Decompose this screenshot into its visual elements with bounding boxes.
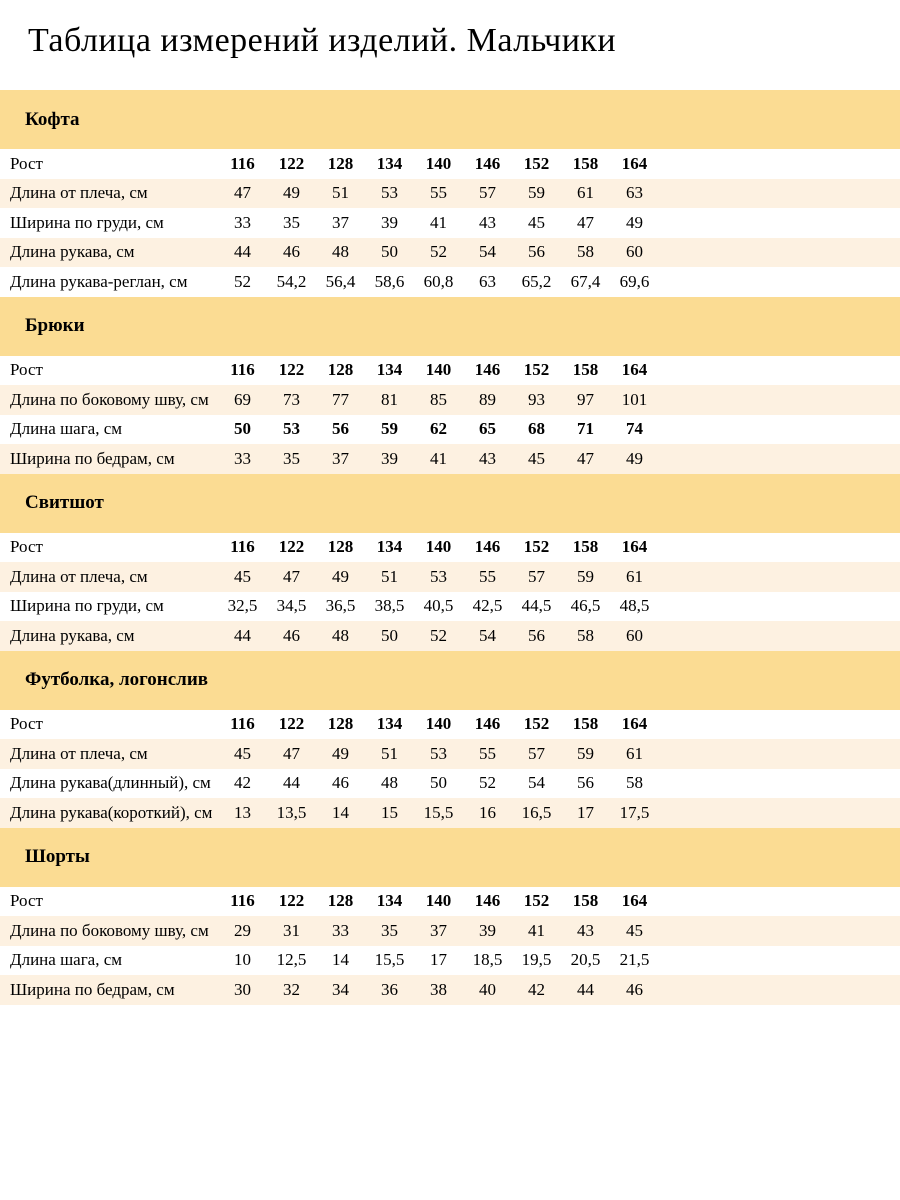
measurement-value: 54,2	[276, 271, 307, 291]
measurement-value: 52	[479, 773, 496, 793]
measurement-value: 34,5	[276, 596, 307, 616]
measurement-value: 46	[626, 979, 643, 999]
measurement-value: 56	[577, 773, 594, 793]
measurement-value: 60,8	[423, 271, 454, 291]
measurement-value: 15,5	[374, 950, 405, 970]
measurement-value: 73	[283, 389, 300, 409]
page-title: Таблица измерений изделий. Мальчики	[28, 22, 617, 59]
sizes-header-row	[0, 710, 900, 740]
measurement-value: 51	[381, 743, 398, 763]
measurement-value: 58	[577, 242, 594, 262]
section-title: Шорты	[25, 846, 90, 867]
measurement-value: 44	[283, 773, 300, 793]
size-header-value: 116	[230, 891, 255, 911]
measurement-value: 17	[430, 950, 447, 970]
measurement-value: 45	[234, 743, 251, 763]
measurement-value: 67,4	[570, 271, 601, 291]
row-label: Ширина по груди, см	[10, 212, 164, 232]
table-row	[0, 621, 900, 651]
measurement-value: 63	[479, 271, 496, 291]
measurement-value: 44,5	[521, 596, 552, 616]
measurement-value: 13,5	[276, 802, 307, 822]
measurement-value: 101	[621, 389, 648, 409]
table-row	[0, 238, 900, 268]
size-header-value: 164	[621, 360, 648, 380]
size-header-value: 122	[278, 714, 305, 734]
size-header-value: 164	[621, 714, 648, 734]
size-header-value: 116	[230, 714, 255, 734]
measurement-value: 39	[479, 920, 496, 940]
size-header-value: 116	[230, 153, 255, 173]
measurement-value: 61	[626, 743, 643, 763]
measurement-value: 57	[479, 183, 496, 203]
measurement-value: 36,5	[325, 596, 356, 616]
table-row	[0, 179, 900, 209]
measurement-value: 59	[381, 419, 398, 439]
row-label: Длина шага, см	[10, 950, 123, 970]
row-label: Ширина по бедрам, см	[10, 979, 175, 999]
size-header-value: 122	[278, 360, 305, 380]
measurement-value: 18,5	[472, 950, 503, 970]
measurement-value: 48	[332, 242, 349, 262]
measurement-value: 65,2	[521, 271, 552, 291]
measurement-value: 35	[283, 212, 300, 232]
measurement-value: 46,5	[570, 596, 601, 616]
row-label: Рост	[10, 153, 43, 173]
measurement-value: 37	[332, 212, 349, 232]
measurement-value: 39	[381, 212, 398, 232]
size-header-value: 128	[327, 537, 354, 557]
measurement-value: 46	[332, 773, 349, 793]
measurement-value: 58,6	[374, 271, 405, 291]
measurement-value: 21,5	[619, 950, 650, 970]
measurement-value: 97	[577, 389, 594, 409]
size-header-value: 158	[572, 537, 599, 557]
measurement-value: 41	[528, 920, 545, 940]
measurement-value: 56	[332, 419, 349, 439]
measurement-value: 49	[626, 212, 643, 232]
measurement-value: 47	[283, 743, 300, 763]
measurement-value: 85	[430, 389, 447, 409]
measurement-value: 33	[234, 212, 251, 232]
measurement-value: 50	[381, 242, 398, 262]
row-label: Рост	[10, 714, 43, 734]
size-header-value: 164	[621, 891, 648, 911]
size-header-value: 164	[621, 153, 648, 173]
measurement-value: 49	[332, 566, 349, 586]
sizes-header-row	[0, 149, 900, 179]
measurement-value: 32,5	[227, 596, 258, 616]
size-header-value: 134	[376, 153, 403, 173]
measurement-value: 81	[381, 389, 398, 409]
size-header-value: 164	[621, 537, 648, 557]
measurement-value: 40,5	[423, 596, 454, 616]
section-header	[0, 828, 900, 887]
measurement-value: 46	[283, 625, 300, 645]
measurement-value: 51	[381, 566, 398, 586]
measurement-value: 45	[626, 920, 643, 940]
measurement-value: 13	[234, 802, 251, 822]
size-header-value: 146	[474, 714, 501, 734]
measurement-value: 40	[479, 979, 496, 999]
measurement-value: 48	[381, 773, 398, 793]
measurement-value: 43	[479, 212, 496, 232]
row-label: Длина от плеча, см	[10, 566, 148, 586]
row-label: Длина рукава, см	[10, 242, 135, 262]
measurement-value: 89	[479, 389, 496, 409]
size-header-value: 134	[376, 360, 403, 380]
measurement-value: 53	[381, 183, 398, 203]
measurement-value: 50	[430, 773, 447, 793]
measurement-value: 65	[479, 419, 496, 439]
section-title: Брюки	[25, 315, 85, 336]
section-header	[0, 474, 900, 533]
measurement-value: 33	[332, 920, 349, 940]
sizes-header-row	[0, 533, 900, 563]
measurement-value: 45	[234, 566, 251, 586]
measurement-value: 47	[577, 448, 594, 468]
measurement-value: 29	[234, 920, 251, 940]
size-header-value: 116	[230, 360, 255, 380]
row-label: Длина рукава(длинный), см	[10, 773, 211, 793]
table-row	[0, 267, 900, 297]
size-header-value: 134	[376, 537, 403, 557]
measurement-value: 33	[234, 448, 251, 468]
table-row	[0, 385, 900, 415]
measurement-value: 55	[479, 743, 496, 763]
sizes-header-row	[0, 887, 900, 917]
table-row	[0, 562, 900, 592]
size-header-value: 152	[523, 714, 550, 734]
measurement-value: 43	[577, 920, 594, 940]
measurement-value: 15,5	[423, 802, 454, 822]
row-label: Ширина по бедрам, см	[10, 448, 175, 468]
measurement-value: 55	[430, 183, 447, 203]
size-header-value: 116	[230, 537, 255, 557]
measurement-value: 77	[332, 389, 349, 409]
measurement-value: 54	[528, 773, 545, 793]
measurement-value: 59	[577, 566, 594, 586]
section-title: Футболка, логонслив	[25, 669, 209, 690]
measurement-value: 19,5	[521, 950, 552, 970]
measurement-value: 50	[381, 625, 398, 645]
size-header-value: 158	[572, 891, 599, 911]
measurement-value: 57	[528, 566, 545, 586]
measurement-value: 60	[626, 625, 643, 645]
size-header-value: 140	[425, 891, 452, 911]
size-header-value: 146	[474, 153, 501, 173]
measurement-value: 57	[528, 743, 545, 763]
row-label: Длина по боковому шву, см	[10, 920, 209, 940]
measurement-value: 14	[332, 802, 349, 822]
size-header-value: 158	[572, 360, 599, 380]
measurement-value: 16	[479, 802, 496, 822]
size-header-value: 140	[425, 153, 452, 173]
row-label: Рост	[10, 360, 43, 380]
measurement-value: 46	[283, 242, 300, 262]
measurement-value: 49	[332, 743, 349, 763]
table-row	[0, 916, 900, 946]
measurement-value: 31	[283, 920, 300, 940]
measurement-value: 53	[430, 566, 447, 586]
table-row	[0, 798, 900, 828]
table-row	[0, 946, 900, 976]
measurement-value: 35	[381, 920, 398, 940]
table-row	[0, 739, 900, 769]
table-row	[0, 444, 900, 474]
size-header-value: 122	[278, 537, 305, 557]
size-header-value: 152	[523, 360, 550, 380]
measurement-value: 14	[332, 950, 349, 970]
measurement-value: 15	[381, 802, 398, 822]
size-header-value: 134	[376, 714, 403, 734]
measurement-value: 56	[528, 625, 545, 645]
size-header-value: 158	[572, 153, 599, 173]
measurement-value: 59	[528, 183, 545, 203]
size-header-value: 140	[425, 714, 452, 734]
measurement-value: 30	[234, 979, 251, 999]
measurement-value: 35	[283, 448, 300, 468]
measurement-value: 69,6	[619, 271, 650, 291]
measurement-value: 58	[626, 773, 643, 793]
size-header-value: 134	[376, 891, 403, 911]
measurement-value: 51	[332, 183, 349, 203]
measurement-value: 32	[283, 979, 300, 999]
measurement-value: 37	[332, 448, 349, 468]
measurement-value: 41	[430, 212, 447, 232]
measurement-value: 62	[430, 419, 447, 439]
section-title: Свитшот	[25, 492, 104, 513]
measurement-value: 60	[626, 242, 643, 262]
measurement-value: 36	[381, 979, 398, 999]
size-header-value: 146	[474, 891, 501, 911]
measurement-value: 52	[430, 625, 447, 645]
size-header-value: 128	[327, 714, 354, 734]
measurement-value: 16,5	[521, 802, 552, 822]
measurement-value: 48,5	[619, 596, 650, 616]
section-header	[0, 90, 900, 149]
measurement-value: 49	[626, 448, 643, 468]
section-header	[0, 651, 900, 710]
measurement-value: 41	[430, 448, 447, 468]
measurement-value: 17	[577, 802, 594, 822]
size-header-value: 158	[572, 714, 599, 734]
size-header-value: 128	[327, 153, 354, 173]
measurement-value: 42	[234, 773, 251, 793]
row-label: Длина по боковому шву, см	[10, 389, 209, 409]
measurement-value: 59	[577, 743, 594, 763]
measurement-value: 50	[234, 419, 251, 439]
table-row	[0, 975, 900, 1005]
measurement-value: 20,5	[570, 950, 601, 970]
measurement-value: 68	[528, 419, 545, 439]
measurement-value: 42	[528, 979, 545, 999]
measurement-value: 53	[283, 419, 300, 439]
size-header-value: 152	[523, 891, 550, 911]
measurement-value: 49	[283, 183, 300, 203]
measurement-value: 53	[430, 743, 447, 763]
measurement-value: 34	[332, 979, 349, 999]
size-header-value: 152	[523, 153, 550, 173]
measurement-value: 54	[479, 242, 496, 262]
row-label: Длина от плеча, см	[10, 743, 148, 763]
section-header	[0, 297, 900, 356]
measurement-value: 61	[626, 566, 643, 586]
measurement-value: 56,4	[325, 271, 356, 291]
measurement-value: 44	[577, 979, 594, 999]
measurement-value: 61	[577, 183, 594, 203]
measurement-value: 44	[234, 625, 251, 645]
size-header-value: 146	[474, 360, 501, 380]
size-header-value: 122	[278, 891, 305, 911]
row-label: Ширина по груди, см	[10, 596, 164, 616]
table-row	[0, 415, 900, 445]
measurement-value: 93	[528, 389, 545, 409]
measurement-value: 43	[479, 448, 496, 468]
measurement-value: 37	[430, 920, 447, 940]
measurement-value: 38,5	[374, 596, 405, 616]
table-row	[0, 592, 900, 622]
size-header-value: 140	[425, 537, 452, 557]
size-tables	[0, 90, 900, 1005]
row-label: Рост	[10, 891, 43, 911]
size-header-value: 122	[278, 153, 305, 173]
row-label: Длина от плеча, см	[10, 183, 148, 203]
row-label: Длина рукава, см	[10, 625, 135, 645]
measurement-value: 54	[479, 625, 496, 645]
table-row	[0, 208, 900, 238]
size-header-value: 128	[327, 891, 354, 911]
row-label: Длина рукава-реглан, см	[10, 271, 188, 291]
size-header-value: 128	[327, 360, 354, 380]
measurement-value: 58	[577, 625, 594, 645]
sizes-header-row	[0, 356, 900, 386]
measurement-value: 44	[234, 242, 251, 262]
section-title: Кофта	[25, 108, 80, 130]
measurement-value: 39	[381, 448, 398, 468]
measurement-value: 17,5	[619, 802, 650, 822]
measurement-value: 38	[430, 979, 447, 999]
row-label: Длина рукава(короткий), см	[10, 802, 213, 822]
measurement-value: 63	[626, 183, 643, 203]
measurement-value: 47	[234, 183, 251, 203]
measurement-value: 45	[528, 448, 545, 468]
measurement-value: 71	[577, 419, 594, 439]
measurement-value: 47	[577, 212, 594, 232]
size-header-value: 152	[523, 537, 550, 557]
title-area	[0, 0, 900, 90]
row-label: Длина шага, см	[10, 419, 123, 439]
measurement-value: 48	[332, 625, 349, 645]
measurement-value: 12,5	[276, 950, 307, 970]
measurement-value: 52	[430, 242, 447, 262]
measurement-value: 42,5	[472, 596, 503, 616]
measurement-value: 55	[479, 566, 496, 586]
measurement-value: 74	[626, 419, 643, 439]
measurement-value: 69	[234, 389, 251, 409]
measurement-value: 47	[283, 566, 300, 586]
size-header-value: 140	[425, 360, 452, 380]
measurement-value: 56	[528, 242, 545, 262]
table-row	[0, 769, 900, 799]
measurement-value: 45	[528, 212, 545, 232]
row-label: Рост	[10, 537, 43, 557]
measurement-value: 10	[234, 950, 251, 970]
size-header-value: 146	[474, 537, 501, 557]
measurement-value: 52	[234, 271, 251, 291]
